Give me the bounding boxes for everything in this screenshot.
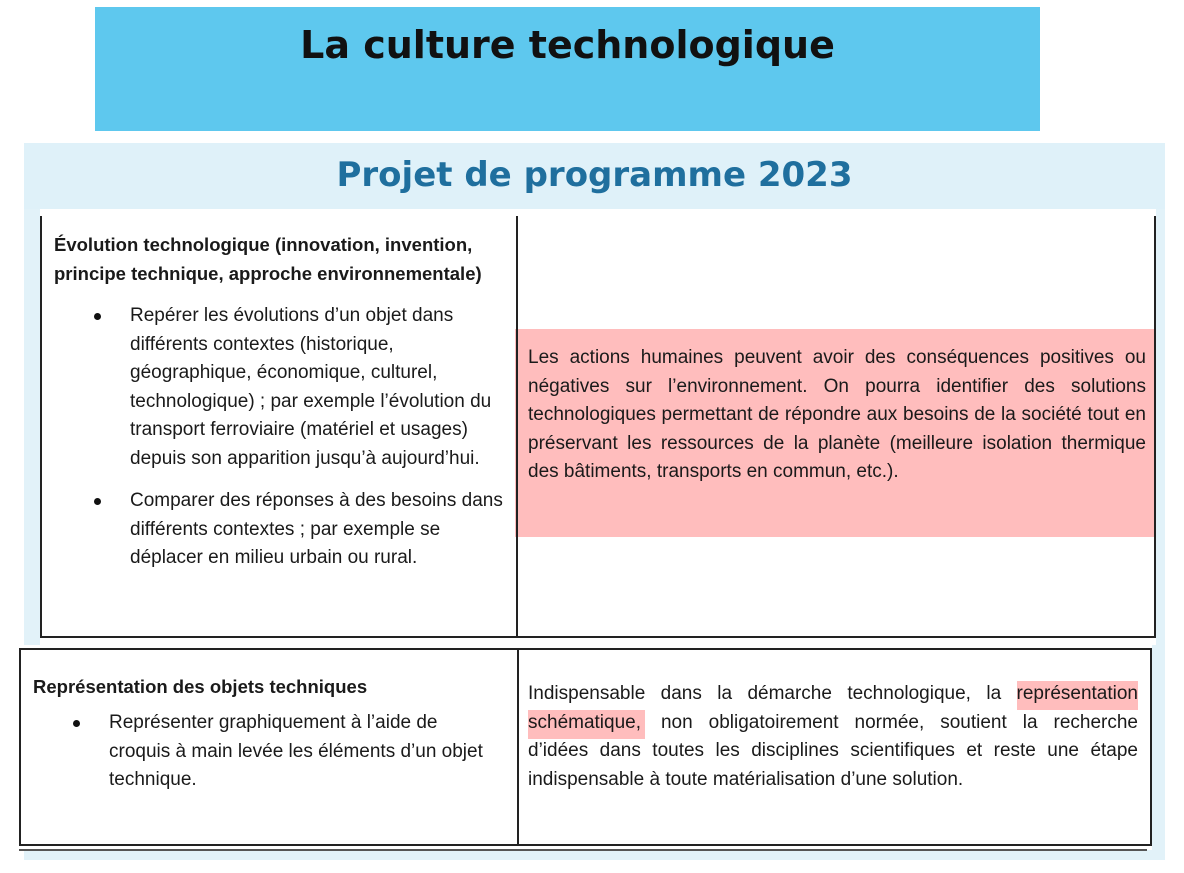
side-strip-right-bottom [1152,645,1165,860]
list-item [54,487,509,573]
side-strip-left-top [24,209,40,645]
table1-left-cell [54,230,509,587]
section2-bullets [33,709,503,795]
column-divider [516,216,518,636]
bullet-icon [73,720,80,727]
section1-bullets [54,302,509,573]
column-divider [517,650,519,844]
section1-heading: Évolution technologique (innovation, invention, principe technique, approche environnementale) [54,234,482,284]
section1-right-text: Les actions humaines peuvent avoir des conséquences positives ou négatives sur l’environnement. On pourra identifier des solutions technologiques permettant de répondre aux besoins de la société tout en préservant les ressources de la planète (meilleure isolation thermique des bâtiments, transports en commun, etc.). [528,347,1146,482]
list-item-text: Comparer des réponses à des besoins dans différents contextes ; par exemple se déplacer en milieu urbain ou rural. [130,490,503,568]
side-strip-right-top [1156,209,1165,645]
page-title: La culture technologique [300,23,835,67]
section2-right-text [528,680,1138,794]
section2-heading: Représentation des objets techniques [33,676,368,697]
subtitle-band [24,143,1165,209]
bullet-icon [94,498,101,505]
table2-left-cell [33,672,503,809]
highlighted-phrase: représentation schématique, [528,681,1138,739]
title-banner [95,7,1040,131]
bullet-icon [94,313,101,320]
list-item [54,302,509,473]
list-item [33,709,503,795]
page-subtitle: Projet de programme 2023 [336,155,853,195]
list-item-text: Repérer les évolutions d’un objet dans différents contextes (historique, géographique, économique, culturel, technologique) ; par exemple l’évolution du transport ferroviaire (matériel et usages) depuis son apparition jusqu’à aujourd’hui. [130,305,492,469]
list-item-text: Représenter graphiquement à l’aide de croquis à main levée les éléments d’un objet technique. [109,712,483,790]
bottom-rule [19,849,1147,851]
section2-text-start: Indispensable dans la démarche technologique, la [528,683,1017,704]
section2-text-end: non obligatoirement normée, soutient la recherche d’idées dans toutes les disciplines scientifiques et reste une étape indispensable à toute matérialisation d’une solution. [528,711,1138,790]
bottom-strip [24,850,1165,860]
